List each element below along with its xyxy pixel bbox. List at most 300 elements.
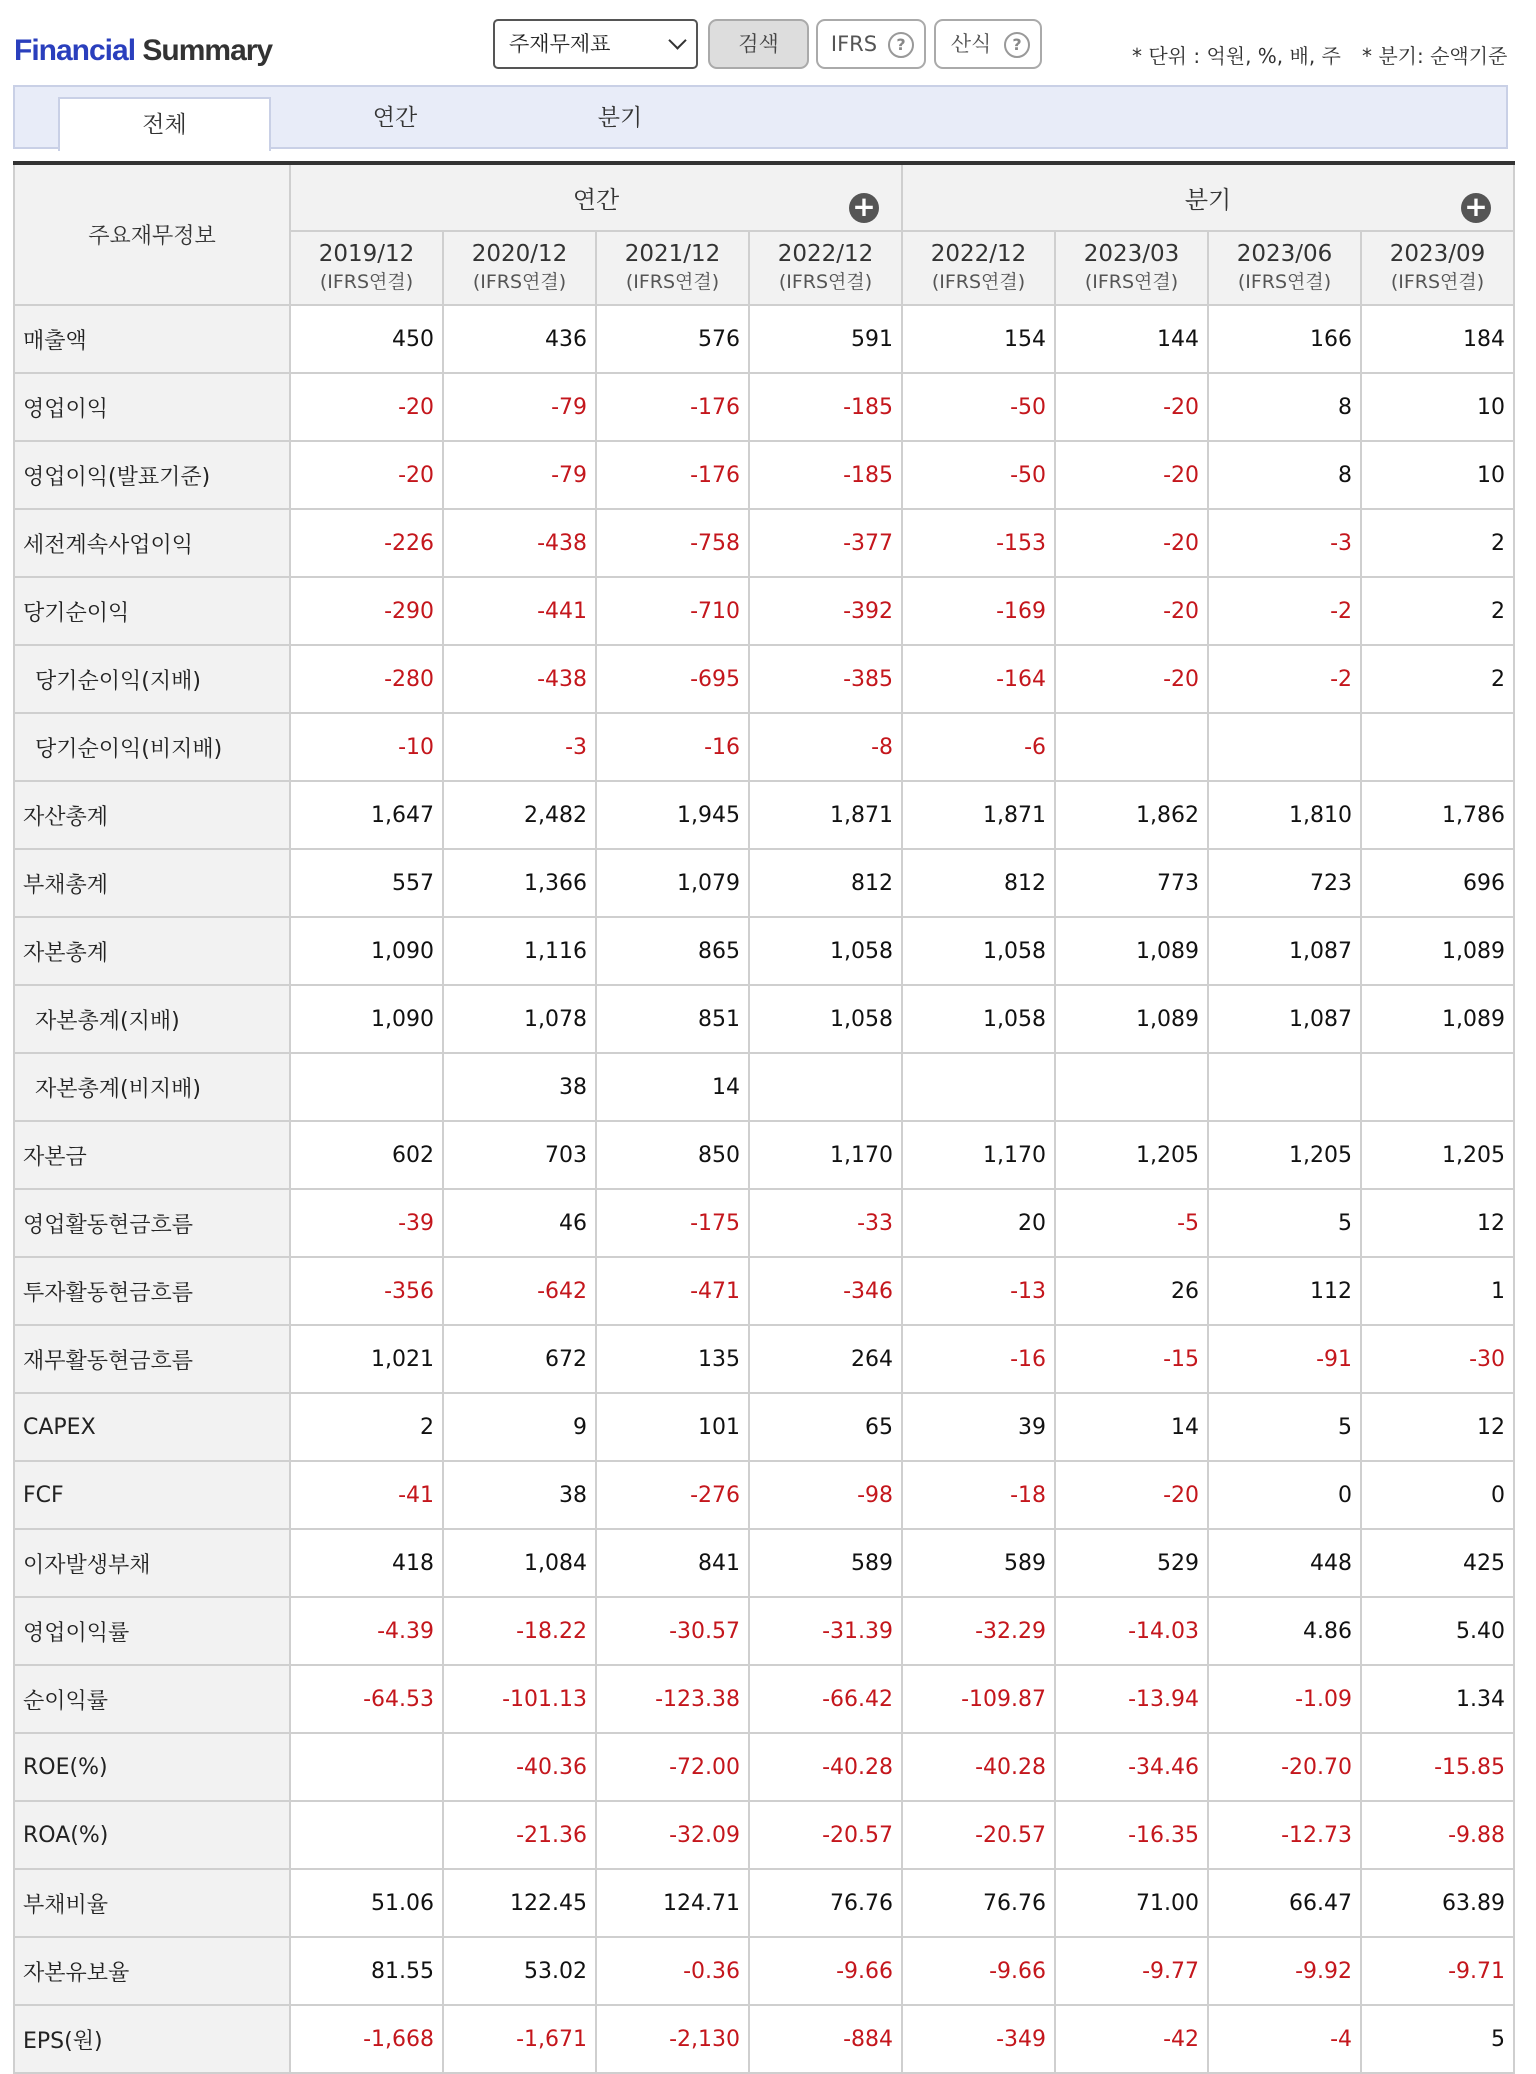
table-cell: 1,205 xyxy=(1208,1121,1361,1189)
table-cell: -164 xyxy=(902,645,1055,713)
row-label: 재무활동현금흐름 xyxy=(14,1325,290,1393)
column-period: 2022/12 xyxy=(930,241,1027,267)
table-cell: -2 xyxy=(1208,577,1361,645)
table-cell: -346 xyxy=(749,1257,902,1325)
row-label: EPS(원) xyxy=(14,2005,290,2073)
table-cell: -276 xyxy=(596,1461,749,1529)
table-cell xyxy=(1361,713,1514,781)
table-cell: -33 xyxy=(749,1189,902,1257)
quarter-basis-note: * 분기: 순액기준 xyxy=(1362,44,1508,68)
table-cell: 557 xyxy=(290,849,443,917)
table-cell: 124.71 xyxy=(596,1869,749,1937)
table-cell: 1,366 xyxy=(443,849,596,917)
table-cell: 53.02 xyxy=(443,1937,596,2005)
table-cell: 46 xyxy=(443,1189,596,1257)
column-header xyxy=(443,231,596,305)
table-cell: -385 xyxy=(749,645,902,713)
table-cell xyxy=(1055,1053,1208,1121)
table-cell xyxy=(1361,1053,1514,1121)
table-cell: 1,084 xyxy=(443,1529,596,1597)
column-header xyxy=(1208,231,1361,305)
group-annual-label: 연간 xyxy=(572,186,620,214)
table-cell: -15.85 xyxy=(1361,1733,1514,1801)
column-period: 2022/12 xyxy=(777,241,874,267)
table-cell: -31.39 xyxy=(749,1597,902,1665)
table-row xyxy=(14,1529,1514,1597)
table-cell: -40.28 xyxy=(749,1733,902,1801)
table-cell: -66.42 xyxy=(749,1665,902,1733)
table-cell: 12 xyxy=(1361,1393,1514,1461)
table-cell: 1,205 xyxy=(1361,1121,1514,1189)
table-cell: -91 xyxy=(1208,1325,1361,1393)
table-cell: 2 xyxy=(290,1393,443,1461)
table-cell: 591 xyxy=(749,305,902,373)
table-cell: -50 xyxy=(902,373,1055,441)
group-header-quarterly xyxy=(902,163,1514,231)
table-cell: 4.86 xyxy=(1208,1597,1361,1665)
row-label: 당기순이익(지배) xyxy=(14,645,290,713)
table-cell: -30 xyxy=(1361,1325,1514,1393)
statement-type-select[interactable] xyxy=(493,19,698,69)
table-row xyxy=(14,1121,1514,1189)
table-row xyxy=(14,713,1514,781)
table-row xyxy=(14,2005,1514,2073)
table-cell: 1,089 xyxy=(1055,917,1208,985)
table-cell: 589 xyxy=(749,1529,902,1597)
table-cell: -18.22 xyxy=(443,1597,596,1665)
table-cell: 76.76 xyxy=(902,1869,1055,1937)
table-cell: 851 xyxy=(596,985,749,1053)
table-cell: -2 xyxy=(1208,645,1361,713)
table-cell: 418 xyxy=(290,1529,443,1597)
table-cell: -185 xyxy=(749,441,902,509)
table-cell: 76.76 xyxy=(749,1869,902,1937)
column-header xyxy=(902,231,1055,305)
table-cell: 38 xyxy=(443,1461,596,1529)
table-cell: -377 xyxy=(749,509,902,577)
table-cell: -349 xyxy=(902,2005,1055,2073)
table-cell: -123.38 xyxy=(596,1665,749,1733)
table-row xyxy=(14,1461,1514,1529)
column-header xyxy=(596,231,749,305)
table-cell: -6 xyxy=(902,713,1055,781)
table-row xyxy=(14,1053,1514,1121)
column-basis: (IFRS연결) xyxy=(1390,271,1485,293)
table-cell: 5 xyxy=(1208,1393,1361,1461)
table-cell: -5 xyxy=(1055,1189,1208,1257)
table-cell: 2 xyxy=(1361,645,1514,713)
table-cell: -42 xyxy=(1055,2005,1208,2073)
table-row xyxy=(14,849,1514,917)
table-row xyxy=(14,1801,1514,1869)
row-label: 영업이익(발표기준) xyxy=(14,441,290,509)
table-cell xyxy=(749,1053,902,1121)
column-period: 2023/09 xyxy=(1389,241,1486,267)
table-cell: -12.73 xyxy=(1208,1801,1361,1869)
table-cell: 1,945 xyxy=(596,781,749,849)
table-cell xyxy=(1208,1053,1361,1121)
table-cell xyxy=(290,1053,443,1121)
table-cell: 5 xyxy=(1208,1189,1361,1257)
row-label: CAPEX xyxy=(14,1393,290,1461)
table-cell: 51.06 xyxy=(290,1869,443,1937)
page-title xyxy=(14,34,272,68)
table-cell: -9.71 xyxy=(1361,1937,1514,2005)
table-cell: -14.03 xyxy=(1055,1597,1208,1665)
table-cell: -98 xyxy=(749,1461,902,1529)
table-cell: -3 xyxy=(1208,509,1361,577)
table-cell: 8 xyxy=(1208,441,1361,509)
column-header xyxy=(1055,231,1208,305)
table-cell: 184 xyxy=(1361,305,1514,373)
tab-quarterly[interactable]: 분기 xyxy=(597,105,643,131)
table-cell: -32.29 xyxy=(902,1597,1055,1665)
column-period: 2020/12 xyxy=(471,241,568,267)
table-cell: -153 xyxy=(902,509,1055,577)
table-cell: -20 xyxy=(290,441,443,509)
row-label: 자본총계 xyxy=(14,917,290,985)
group-quarterly-label: 분기 xyxy=(1184,186,1232,214)
table-cell: 154 xyxy=(902,305,1055,373)
table-cell: 8 xyxy=(1208,373,1361,441)
column-basis: (IFRS연결) xyxy=(319,271,414,293)
table-cell: -226 xyxy=(290,509,443,577)
table-cell: -392 xyxy=(749,577,902,645)
table-cell: 112 xyxy=(1208,1257,1361,1325)
table-cell: 264 xyxy=(749,1325,902,1393)
table-cell: -20.57 xyxy=(902,1801,1055,1869)
table-cell: 1,058 xyxy=(749,985,902,1053)
table-cell: -356 xyxy=(290,1257,443,1325)
column-period: 2023/03 xyxy=(1083,241,1180,267)
table-cell: -438 xyxy=(443,645,596,713)
table-cell: -21.36 xyxy=(443,1801,596,1869)
table-cell xyxy=(902,1053,1055,1121)
table-cell: -13.94 xyxy=(1055,1665,1208,1733)
table-cell: 1,058 xyxy=(902,917,1055,985)
table-cell: -39 xyxy=(290,1189,443,1257)
column-basis: (IFRS연결) xyxy=(1084,271,1179,293)
table-cell: -176 xyxy=(596,441,749,509)
table-cell: 0 xyxy=(1208,1461,1361,1529)
table-cell: -471 xyxy=(596,1257,749,1325)
table-cell: -18 xyxy=(902,1461,1055,1529)
table-cell: -20 xyxy=(1055,645,1208,713)
table-cell: -169 xyxy=(902,577,1055,645)
table-row xyxy=(14,1257,1514,1325)
table-cell: -280 xyxy=(290,645,443,713)
table-cell: -9.88 xyxy=(1361,1801,1514,1869)
ifrs-label: IFRS xyxy=(830,32,878,56)
table-cell: 1,871 xyxy=(749,781,902,849)
table-cell: 529 xyxy=(1055,1529,1208,1597)
table-cell: -20 xyxy=(1055,577,1208,645)
table-cell: 672 xyxy=(443,1325,596,1393)
plus-circle-icon[interactable]: + xyxy=(849,193,879,223)
table-cell: 1,021 xyxy=(290,1325,443,1393)
tab-annual[interactable]: 연간 xyxy=(372,105,418,131)
table-cell: 812 xyxy=(749,849,902,917)
table-cell: -2,130 xyxy=(596,2005,749,2073)
table-cell: 602 xyxy=(290,1121,443,1189)
table-cell: -109.87 xyxy=(902,1665,1055,1733)
column-basis: (IFRS연결) xyxy=(1237,271,1332,293)
table-cell: -64.53 xyxy=(290,1665,443,1733)
table-cell: -34.46 xyxy=(1055,1733,1208,1801)
plus-circle-icon[interactable]: + xyxy=(1461,193,1491,223)
table-cell: -8 xyxy=(749,713,902,781)
formula-help-button[interactable] xyxy=(934,19,1042,69)
table-cell: -9.66 xyxy=(902,1937,1055,2005)
table-cell: 1,058 xyxy=(749,917,902,985)
table-cell: -20.70 xyxy=(1208,1733,1361,1801)
table-cell: -10 xyxy=(290,713,443,781)
group-header-annual xyxy=(290,163,902,231)
row-label: 세전계속사업이익 xyxy=(14,509,290,577)
table-cell: 166 xyxy=(1208,305,1361,373)
table-cell: 1,090 xyxy=(290,985,443,1053)
table-cell: 1,786 xyxy=(1361,781,1514,849)
column-header xyxy=(1361,231,1514,305)
row-label: FCF xyxy=(14,1461,290,1529)
table-cell: 1,079 xyxy=(596,849,749,917)
table-cell: 1,862 xyxy=(1055,781,1208,849)
table-cell: 65 xyxy=(749,1393,902,1461)
table-row xyxy=(14,577,1514,645)
table-cell: 122.45 xyxy=(443,1869,596,1937)
row-label: 부채비율 xyxy=(14,1869,290,1937)
table-cell: -79 xyxy=(443,441,596,509)
table-cell: 20 xyxy=(902,1189,1055,1257)
table-cell: -9.77 xyxy=(1055,1937,1208,2005)
table-cell: -758 xyxy=(596,509,749,577)
row-label: 당기순이익 xyxy=(14,577,290,645)
table-cell xyxy=(290,1801,443,1869)
row-label: 자본총계(지배) xyxy=(14,985,290,1053)
row-label: 영업이익률 xyxy=(14,1597,290,1665)
table-cell: 1,871 xyxy=(902,781,1055,849)
table-cell: -710 xyxy=(596,577,749,645)
table-cell: -32.09 xyxy=(596,1801,749,1869)
row-label: 영업이익 xyxy=(14,373,290,441)
table-cell: 144 xyxy=(1055,305,1208,373)
table-cell: 66.47 xyxy=(1208,1869,1361,1937)
table-cell: -20 xyxy=(1055,441,1208,509)
table-cell: 14 xyxy=(596,1053,749,1121)
help-question-icon: ? xyxy=(888,32,914,58)
table-row xyxy=(14,1869,1514,1937)
table-cell: 773 xyxy=(1055,849,1208,917)
column-header xyxy=(749,231,902,305)
table-cell: 812 xyxy=(902,849,1055,917)
table-row xyxy=(14,917,1514,985)
row-label: 당기순이익(비지배) xyxy=(14,713,290,781)
row-label: 매출액 xyxy=(14,305,290,373)
table-cell: -40.36 xyxy=(443,1733,596,1801)
summary-header xyxy=(0,0,1536,85)
help-question-icon: ? xyxy=(1004,32,1030,58)
table-cell: -72.00 xyxy=(596,1733,749,1801)
table-cell: 1,058 xyxy=(902,985,1055,1053)
table-cell: 71.00 xyxy=(1055,1869,1208,1937)
table-cell: 1,087 xyxy=(1208,917,1361,985)
unit-note: * 단위 : 억원, %, 배, 주 xyxy=(1132,44,1341,68)
table-cell: -1,668 xyxy=(290,2005,443,2073)
table-cell: 850 xyxy=(596,1121,749,1189)
table-cell: 2,482 xyxy=(443,781,596,849)
table-row xyxy=(14,1597,1514,1665)
table-cell: 5 xyxy=(1361,2005,1514,2073)
table-cell: -79 xyxy=(443,373,596,441)
table-cell: 26 xyxy=(1055,1257,1208,1325)
row-label: 영업활동현금흐름 xyxy=(14,1189,290,1257)
row-label: 자본유보율 xyxy=(14,1937,290,2005)
table-row xyxy=(14,1393,1514,1461)
table-cell: 81.55 xyxy=(290,1937,443,2005)
table-cell: 703 xyxy=(443,1121,596,1189)
table-cell: 10 xyxy=(1361,373,1514,441)
table-row xyxy=(14,305,1514,373)
table-cell: -185 xyxy=(749,373,902,441)
table-row xyxy=(14,441,1514,509)
table-cell: 101 xyxy=(596,1393,749,1461)
table-cell: 436 xyxy=(443,305,596,373)
table-row xyxy=(14,985,1514,1053)
title-summary: Summary xyxy=(142,34,273,67)
table-cell: -884 xyxy=(749,2005,902,2073)
table-cell: -15 xyxy=(1055,1325,1208,1393)
search-button[interactable]: 검색 xyxy=(708,19,809,69)
table-cell: -176 xyxy=(596,373,749,441)
ifrs-help-button[interactable] xyxy=(816,19,926,69)
statement-type-value: 주재무제표 xyxy=(509,32,611,56)
chevron-down-icon xyxy=(668,31,686,49)
table-cell: 5.40 xyxy=(1361,1597,1514,1665)
table-cell: 448 xyxy=(1208,1529,1361,1597)
table-cell: 14 xyxy=(1055,1393,1208,1461)
table-cell xyxy=(1208,713,1361,781)
table-cell: 1,089 xyxy=(1055,985,1208,1053)
table-cell: 1,087 xyxy=(1208,985,1361,1053)
table-cell: 1,090 xyxy=(290,917,443,985)
table-cell: 841 xyxy=(596,1529,749,1597)
table-row xyxy=(14,1937,1514,2005)
table-cell: 576 xyxy=(596,305,749,373)
table-cell: 1 xyxy=(1361,1257,1514,1325)
table-cell: 10 xyxy=(1361,441,1514,509)
column-basis: (IFRS연결) xyxy=(625,271,720,293)
table-cell: 1,170 xyxy=(902,1121,1055,1189)
row-label: 부채총계 xyxy=(14,849,290,917)
table-cell: -16 xyxy=(596,713,749,781)
row-header-label: 주요재무정보 xyxy=(14,163,290,305)
table-cell: 425 xyxy=(1361,1529,1514,1597)
table-cell: 12 xyxy=(1361,1189,1514,1257)
table-cell: -3 xyxy=(443,713,596,781)
table-cell: 1,089 xyxy=(1361,985,1514,1053)
table-cell: -9.66 xyxy=(749,1937,902,2005)
table-cell: -4.39 xyxy=(290,1597,443,1665)
table-cell: -40.28 xyxy=(902,1733,1055,1801)
table-row xyxy=(14,373,1514,441)
table-cell: -175 xyxy=(596,1189,749,1257)
column-basis: (IFRS연결) xyxy=(778,271,873,293)
row-label: 순이익률 xyxy=(14,1665,290,1733)
table-cell: 723 xyxy=(1208,849,1361,917)
table-cell: -9.92 xyxy=(1208,1937,1361,2005)
table-cell: 2 xyxy=(1361,509,1514,577)
table-cell: -438 xyxy=(443,509,596,577)
table-row xyxy=(14,509,1514,577)
table-cell: -290 xyxy=(290,577,443,645)
table-cell: -0.36 xyxy=(596,1937,749,2005)
column-header xyxy=(290,231,443,305)
title-financial: Financial xyxy=(14,34,136,67)
table-cell: 1,089 xyxy=(1361,917,1514,985)
table-cell: 0 xyxy=(1361,1461,1514,1529)
table-cell: 1,810 xyxy=(1208,781,1361,849)
table-row xyxy=(14,1733,1514,1801)
table-row xyxy=(14,1325,1514,1393)
table-row xyxy=(14,1665,1514,1733)
column-period: 2019/12 xyxy=(318,241,415,267)
table-cell: 1,170 xyxy=(749,1121,902,1189)
table-cell: -1.09 xyxy=(1208,1665,1361,1733)
table-cell: 39 xyxy=(902,1393,1055,1461)
table-row xyxy=(14,1189,1514,1257)
table-cell: -20.57 xyxy=(749,1801,902,1869)
table-cell: -642 xyxy=(443,1257,596,1325)
period-tabs xyxy=(13,85,1508,149)
table-cell: -695 xyxy=(596,645,749,713)
table-cell: 1,205 xyxy=(1055,1121,1208,1189)
row-label: 자본총계(비지배) xyxy=(14,1053,290,1121)
table-cell: 9 xyxy=(443,1393,596,1461)
table-cell: -101.13 xyxy=(443,1665,596,1733)
column-period: 2023/06 xyxy=(1236,241,1333,267)
table-cell: -20 xyxy=(1055,373,1208,441)
row-label: 자산총계 xyxy=(14,781,290,849)
row-label: 자본금 xyxy=(14,1121,290,1189)
financial-summary-table xyxy=(13,161,1515,2074)
table-cell: 589 xyxy=(902,1529,1055,1597)
table-cell: 865 xyxy=(596,917,749,985)
table-cell: -20 xyxy=(1055,1461,1208,1529)
table-cell: -16.35 xyxy=(1055,1801,1208,1869)
table-cell: -1,671 xyxy=(443,2005,596,2073)
table-row xyxy=(14,781,1514,849)
table-cell: -30.57 xyxy=(596,1597,749,1665)
table-cell: 38 xyxy=(443,1053,596,1121)
table-cell: 2 xyxy=(1361,577,1514,645)
table-cell: -50 xyxy=(902,441,1055,509)
row-label: 투자활동현금흐름 xyxy=(14,1257,290,1325)
table-row xyxy=(14,645,1514,713)
table-cell: 1,647 xyxy=(290,781,443,849)
table-cell: 1.34 xyxy=(1361,1665,1514,1733)
table-cell xyxy=(1055,713,1208,781)
column-basis: (IFRS연결) xyxy=(472,271,567,293)
tab-all[interactable]: 전체 xyxy=(58,97,271,151)
table-cell: 450 xyxy=(290,305,443,373)
column-basis: (IFRS연결) xyxy=(931,271,1026,293)
table-cell: 135 xyxy=(596,1325,749,1393)
table-cell: 1,116 xyxy=(443,917,596,985)
table-cell: -20 xyxy=(1055,509,1208,577)
column-period: 2021/12 xyxy=(624,241,721,267)
table-cell: -16 xyxy=(902,1325,1055,1393)
table-cell: 696 xyxy=(1361,849,1514,917)
